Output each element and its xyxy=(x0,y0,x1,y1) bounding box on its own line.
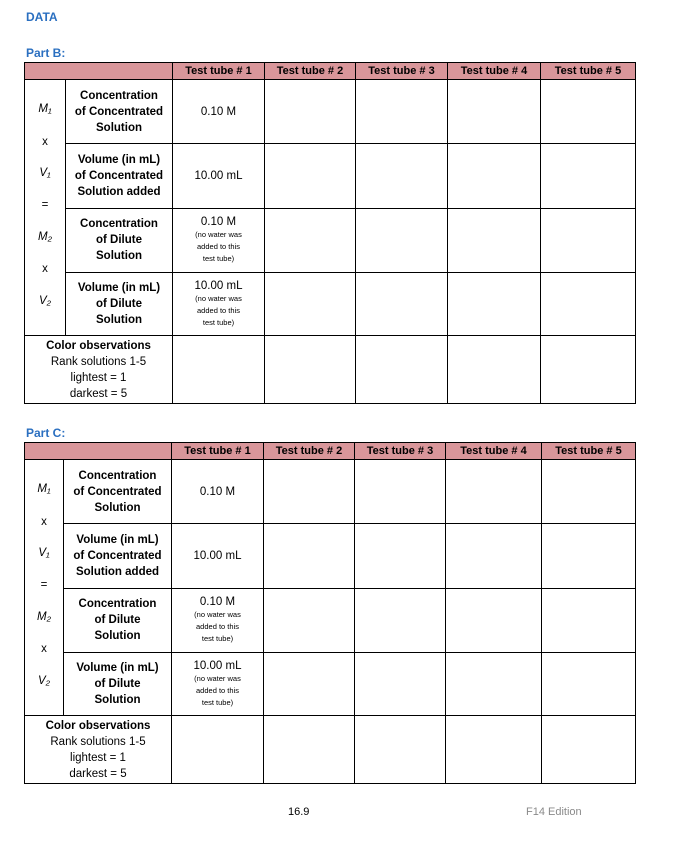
label-conc-concentrated: Concentration of Concentrated Solution xyxy=(64,460,172,524)
symbol-equals: = xyxy=(41,199,49,211)
empty-cell xyxy=(265,80,356,144)
empty-cell xyxy=(265,208,356,272)
symbol-v1: V₁ xyxy=(39,167,51,179)
empty-cell xyxy=(448,208,541,272)
symbol-v1: V₁ xyxy=(38,547,50,559)
header-test-tube-2: Test tube # 2 xyxy=(265,63,356,80)
value-cell: 10.00 mL xyxy=(173,144,265,208)
page-title: DATA xyxy=(26,10,58,24)
empty-cell xyxy=(541,144,636,208)
empty-cell xyxy=(446,716,542,784)
symbol-m1: M₁ xyxy=(38,103,52,115)
formula-symbols xyxy=(25,460,64,716)
part-b-table xyxy=(24,62,636,404)
value-cell: 10.00 mL (no water was added to this test tube) xyxy=(173,272,265,335)
header-test-tube-4: Test tube # 4 xyxy=(446,443,542,460)
empty-cell xyxy=(541,336,636,404)
symbol-equals: = xyxy=(40,579,48,591)
empty-cell xyxy=(265,272,356,335)
empty-cell xyxy=(542,652,636,715)
empty-cell xyxy=(355,524,446,588)
header-test-tube-5: Test tube # 5 xyxy=(542,443,636,460)
empty-cell xyxy=(356,80,448,144)
header-row xyxy=(25,63,636,80)
symbol-times: x xyxy=(42,263,48,275)
symbol-m2: M₂ xyxy=(38,231,52,243)
empty-cell xyxy=(264,460,355,524)
table-row xyxy=(25,336,636,404)
empty-cell xyxy=(356,336,448,404)
symbol-v2: V₂ xyxy=(37,675,51,687)
header-test-tube-2: Test tube # 2 xyxy=(264,443,355,460)
empty-cell xyxy=(541,80,636,144)
header-blank xyxy=(25,443,172,460)
header-test-tube-3: Test tube # 3 xyxy=(355,443,446,460)
empty-cell xyxy=(448,80,541,144)
label-vol-dilute: Volume (in mL) of Dilute Solution xyxy=(64,652,172,715)
edition-label: F14 Edition xyxy=(526,806,582,818)
value-cell: 0.10 M xyxy=(173,80,265,144)
part-c-table xyxy=(24,442,636,784)
value-cell: 10.00 mL xyxy=(172,524,264,588)
empty-cell xyxy=(356,208,448,272)
empty-cell xyxy=(542,588,636,652)
table-row xyxy=(25,208,636,272)
header-test-tube-3: Test tube # 3 xyxy=(356,63,448,80)
table-row xyxy=(25,524,636,588)
empty-cell xyxy=(448,144,541,208)
empty-cell xyxy=(264,716,355,784)
empty-cell xyxy=(446,524,542,588)
symbol-times: x xyxy=(41,643,47,655)
empty-cell xyxy=(542,524,636,588)
header-blank xyxy=(25,63,173,80)
empty-cell xyxy=(541,208,636,272)
header-row xyxy=(25,443,636,460)
header-test-tube-1: Test tube # 1 xyxy=(173,63,265,80)
empty-cell xyxy=(448,272,541,335)
part-c-label: Part C: xyxy=(26,426,66,440)
header-test-tube-5: Test tube # 5 xyxy=(541,63,636,80)
table-row xyxy=(25,144,636,208)
empty-cell xyxy=(446,652,542,715)
label-color-observations: Color observations Rank solutions 1-5 lightest = 1 darkest = 5 xyxy=(25,716,172,784)
header-test-tube-4: Test tube # 4 xyxy=(448,63,541,80)
label-conc-concentrated: Concentration of Concentrated Solution xyxy=(66,80,173,144)
value-cell: 0.10 M (no water was added to this test tube) xyxy=(173,208,265,272)
empty-cell xyxy=(264,524,355,588)
empty-cell xyxy=(542,716,636,784)
empty-cell xyxy=(541,272,636,335)
empty-cell xyxy=(265,144,356,208)
label-color-observations: Color observations Rank solutions 1-5 lightest = 1 darkest = 5 xyxy=(25,336,173,404)
empty-cell xyxy=(356,272,448,335)
empty-cell xyxy=(264,652,355,715)
symbol-times: x xyxy=(41,516,47,528)
formula-symbols xyxy=(25,80,66,336)
table-row xyxy=(25,652,636,715)
empty-cell xyxy=(355,716,446,784)
table-row xyxy=(25,80,636,144)
table-row xyxy=(25,272,636,335)
header-test-tube-1: Test tube # 1 xyxy=(172,443,264,460)
empty-cell xyxy=(448,336,541,404)
empty-cell xyxy=(355,652,446,715)
label-vol-dilute: Volume (in mL) of Dilute Solution xyxy=(66,272,173,335)
table-row xyxy=(25,460,636,524)
empty-cell xyxy=(173,336,265,404)
label-vol-concentrated: Volume (in mL) of Concentrated Solution added xyxy=(66,144,173,208)
table-row xyxy=(25,588,636,652)
value-cell: 0.10 M (no water was added to this test tube) xyxy=(172,588,264,652)
table-row xyxy=(25,716,636,784)
symbol-m1: M₁ xyxy=(37,483,51,495)
value-cell: 0.10 M xyxy=(172,460,264,524)
empty-cell xyxy=(264,588,355,652)
label-conc-dilute: Concentration of Dilute Solution xyxy=(64,588,172,652)
symbol-v2: V₂ xyxy=(38,295,52,307)
value-cell: 10.00 mL (no water was added to this test tube) xyxy=(172,652,264,715)
empty-cell xyxy=(265,336,356,404)
empty-cell xyxy=(172,716,264,784)
empty-cell xyxy=(355,588,446,652)
part-b-label: Part B: xyxy=(26,46,66,60)
page-number: 16.9 xyxy=(288,806,310,818)
symbol-m2: M₂ xyxy=(37,611,51,623)
empty-cell xyxy=(446,460,542,524)
empty-cell xyxy=(446,588,542,652)
empty-cell xyxy=(355,460,446,524)
empty-cell xyxy=(542,460,636,524)
empty-cell xyxy=(356,144,448,208)
symbol-times: x xyxy=(42,136,48,148)
label-conc-dilute: Concentration of Dilute Solution xyxy=(66,208,173,272)
label-vol-concentrated: Volume (in mL) of Concentrated Solution added xyxy=(64,524,172,588)
